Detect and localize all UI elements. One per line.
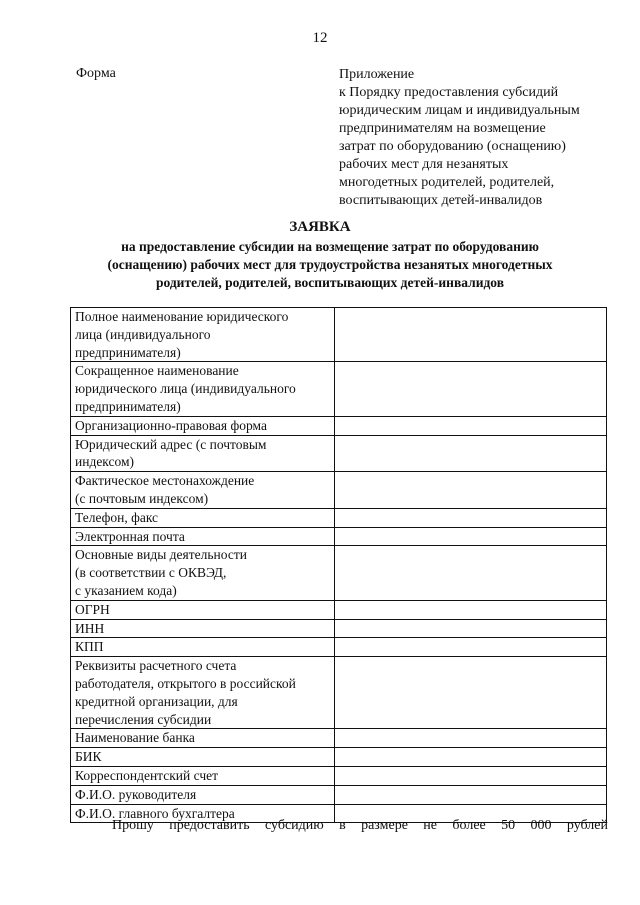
field-label-line: КПП xyxy=(75,639,104,655)
field-label-line: Реквизиты расчетного счета xyxy=(75,658,237,674)
field-label xyxy=(71,748,335,767)
table-row xyxy=(71,416,607,435)
field-value xyxy=(335,546,607,600)
field-label xyxy=(71,435,335,472)
appendix-block xyxy=(339,66,629,210)
field-label-line: Ф.И.О. руководителя xyxy=(75,786,197,802)
field-label-line: ИНН xyxy=(75,620,105,636)
table-row xyxy=(71,729,607,748)
field-label xyxy=(71,527,335,546)
field-label-line: предпринимателя) xyxy=(75,344,181,360)
form-label: Форма xyxy=(76,66,116,81)
field-label-line: (в соответствии с ОКВЭД, xyxy=(75,565,227,581)
field-value xyxy=(335,638,607,657)
table-row xyxy=(71,362,607,416)
field-value xyxy=(335,472,607,509)
appendix-line: к Порядку предоставления субсидий xyxy=(339,85,559,100)
field-label xyxy=(71,638,335,657)
request-text: Прошу предоставить субсидию в размере не более 50 000 рублей xyxy=(112,818,608,833)
table-row xyxy=(71,472,607,509)
table-row xyxy=(71,435,607,472)
table-row xyxy=(71,546,607,600)
table-row xyxy=(71,619,607,638)
field-label-line: Фактическое местонахождение xyxy=(75,473,255,489)
appendix-line: многодетных родителей, родителей, xyxy=(339,175,555,190)
field-label xyxy=(71,657,335,729)
appendix-line: предпринимателям на возмещение xyxy=(339,121,546,136)
field-value xyxy=(335,508,607,527)
field-label-line: Наименование банка xyxy=(75,730,195,746)
field-value xyxy=(335,729,607,748)
field-label-line: (с почтовым индексом) xyxy=(75,490,209,506)
field-label-line: лица (индивидуального xyxy=(75,326,211,342)
document-title: ЗАЯВКА xyxy=(289,219,351,235)
field-value xyxy=(335,785,607,804)
document-subtitle xyxy=(60,238,600,292)
field-label-line: Сокращенное наименование xyxy=(75,363,239,379)
field-label-line: Ф.И.О. главного бухгалтера xyxy=(75,805,235,821)
field-value xyxy=(335,619,607,638)
field-label-line: Телефон, факс xyxy=(75,509,159,525)
appendix-line: Приложение xyxy=(339,67,415,82)
field-label-line: перечисления субсидии xyxy=(75,711,212,727)
field-label-line: Полное наименование юридического xyxy=(75,309,289,324)
appendix-line: рабочих мест для незанятых xyxy=(339,157,509,172)
field-label xyxy=(71,308,335,362)
field-label xyxy=(71,785,335,804)
field-value xyxy=(335,600,607,619)
table-row xyxy=(71,527,607,546)
field-label-line: ОГРН xyxy=(75,601,110,617)
table-row xyxy=(71,748,607,767)
field-label-line: предпринимателя) xyxy=(75,398,181,414)
field-value xyxy=(335,748,607,767)
field-value xyxy=(335,435,607,472)
field-value xyxy=(335,657,607,729)
field-label xyxy=(71,508,335,527)
field-label-line: Электронная почта xyxy=(75,528,185,544)
field-label xyxy=(71,546,335,600)
field-value xyxy=(335,308,607,362)
field-label xyxy=(71,416,335,435)
field-label-line: Основные виды деятельности xyxy=(75,547,247,563)
field-value xyxy=(335,416,607,435)
appendix-line: юридическим лицам и индивидуальным xyxy=(339,103,580,118)
field-label-line: БИК xyxy=(75,749,102,765)
table-row xyxy=(71,766,607,785)
field-value xyxy=(335,527,607,546)
appendix-line: воспитывающих детей-инвалидов xyxy=(339,193,543,208)
field-label xyxy=(71,472,335,509)
field-label xyxy=(71,766,335,785)
field-label-line: работодателя, открытого в российской xyxy=(75,675,296,691)
field-label-line: Корреспондентский счет xyxy=(75,767,219,783)
subtitle-line: (оснащению) рабочих мест для трудоустройства незанятых многодетных xyxy=(107,257,553,272)
field-label xyxy=(71,729,335,748)
table-row xyxy=(71,508,607,527)
table-row xyxy=(71,785,607,804)
field-label xyxy=(71,619,335,638)
field-label xyxy=(71,600,335,619)
field-value xyxy=(335,362,607,416)
table-row xyxy=(71,308,607,362)
field-label-line: индексом) xyxy=(75,454,135,470)
table-row xyxy=(71,638,607,657)
application-table xyxy=(70,307,607,823)
field-label xyxy=(71,362,335,416)
appendix-line: затрат по оборудованию (оснащению) xyxy=(339,139,566,154)
field-label-line: с указанием кода) xyxy=(75,582,177,598)
field-label-line: Юридический адрес (с почтовым xyxy=(75,436,267,452)
field-label-line: Организационно-правовая форма xyxy=(75,417,267,433)
page-number: 12 xyxy=(312,30,328,46)
subtitle-line: на предоставление субсидии на возмещение затрат по оборудованию xyxy=(121,239,539,254)
field-label-line: кредитной организации, для xyxy=(75,693,238,709)
field-label-line: юридического лица (индивидуального xyxy=(75,381,296,397)
field-value xyxy=(335,766,607,785)
table-row xyxy=(71,600,607,619)
table-row xyxy=(71,657,607,729)
subtitle-line: родителей, родителей, воспитывающих детей-инвалидов xyxy=(155,275,505,290)
